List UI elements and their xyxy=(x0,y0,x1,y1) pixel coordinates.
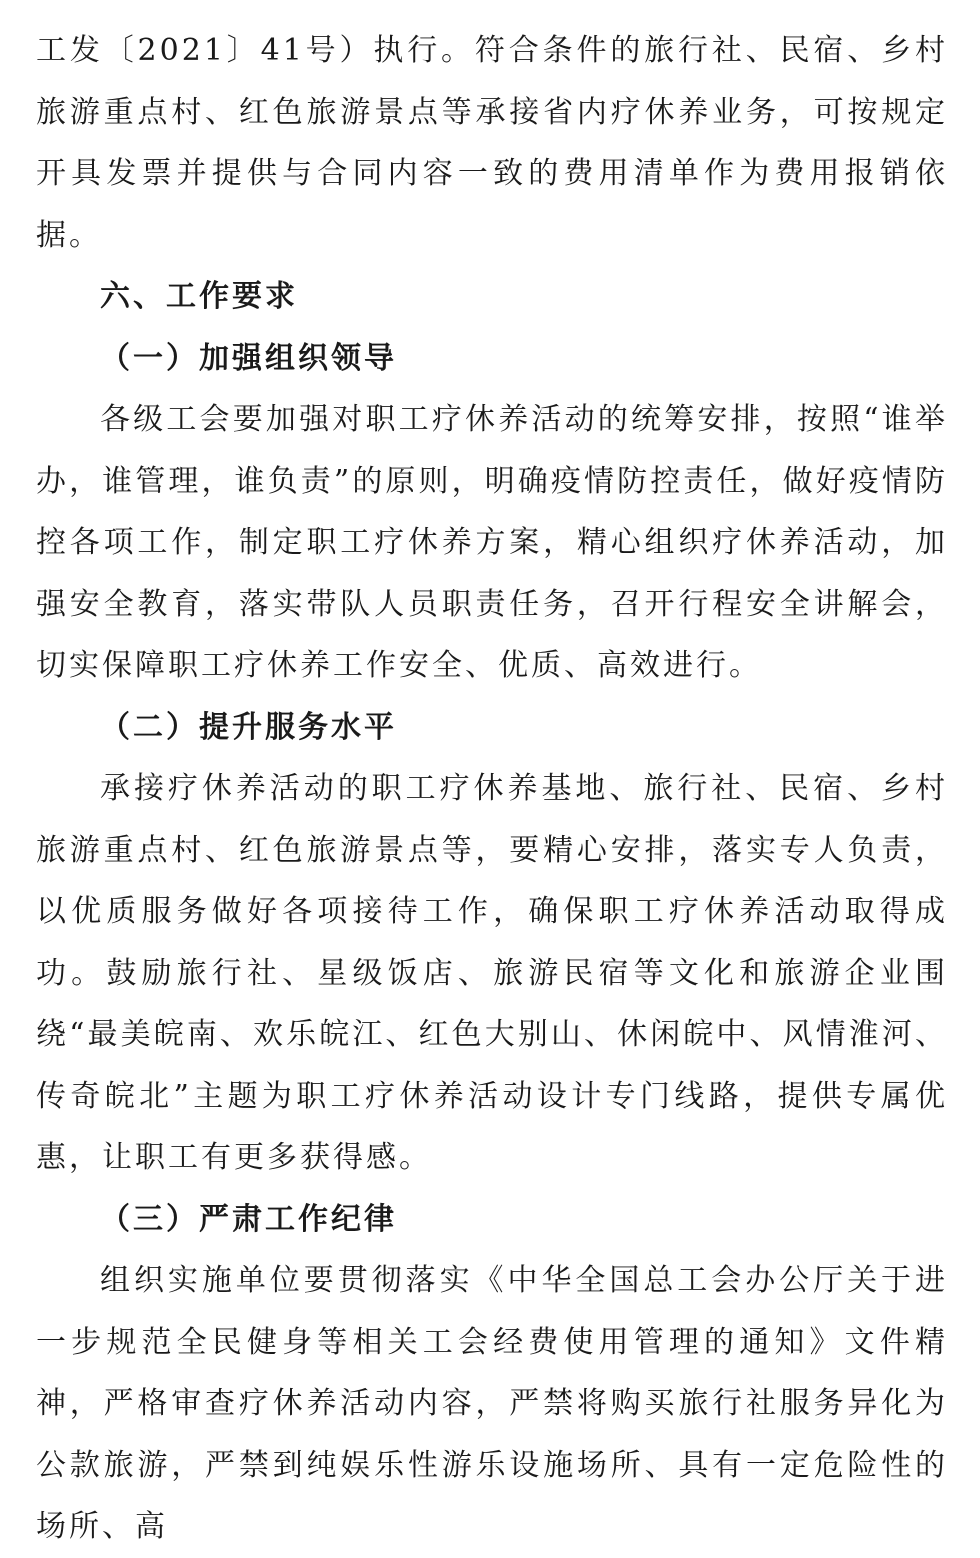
subsection-two-heading: （二）提升服务水平 xyxy=(100,709,397,745)
subsection-three-paragraph: 组织实施单位要贯彻落实《中华全国总工会办公厅关于进一步规范全民健身等相关工会经费使用管理的通知》文件精神，严格审查疗休养活动内容，严禁将购买旅行社服务异化为公款旅游，严禁到纯娱乐性游乐设施场所、具有一定危险性的场所、高 xyxy=(36,1263,948,1544)
subsection-one-paragraph: 各级工会要加强对职工疗休养活动的统筹安排，按照“谁举办，谁管理，谁负责”的原则，明确疫情防控责任，做好疫情防控各项工作，制定职工疗休养方案，精心组织疗休养活动，加强安全教育，落实带队人员职责任务，召开行程安全讲解会，切实保障职工疗休养工作安全、优质、高效进行。 xyxy=(36,402,948,683)
subsection-three-heading: （三）严肃工作纪律 xyxy=(100,1201,397,1237)
subsection-two-paragraph: 承接疗休养活动的职工疗休养基地、旅行社、民宿、乡村旅游重点村、红色旅游景点等，要精心安排，落实专人负责，以优质服务做好各项接待工作，确保职工疗休养活动取得成功。鼓励旅行社、星级饭店、旅游民宿等文化和旅游企业围绕“最美皖南、欢乐皖江、红色大别山、休闲皖中、风情淮河、传奇皖北”主题为职工疗休养活动设计专门线路，提供专属优惠，让职工有更多获得感。 xyxy=(36,771,948,1175)
paragraph-continued: 工发〔2021〕41号）执行。符合条件的旅行社、民宿、乡村旅游重点村、红色旅游景点等承接省内疗休养业务，可按规定开具发票并提供与合同内容一致的费用清单作为费用报销依据。 xyxy=(36,33,948,253)
section-six-heading: 六、工作要求 xyxy=(100,279,298,314)
subsection-one-heading: （一）加强组织领导 xyxy=(100,340,397,376)
